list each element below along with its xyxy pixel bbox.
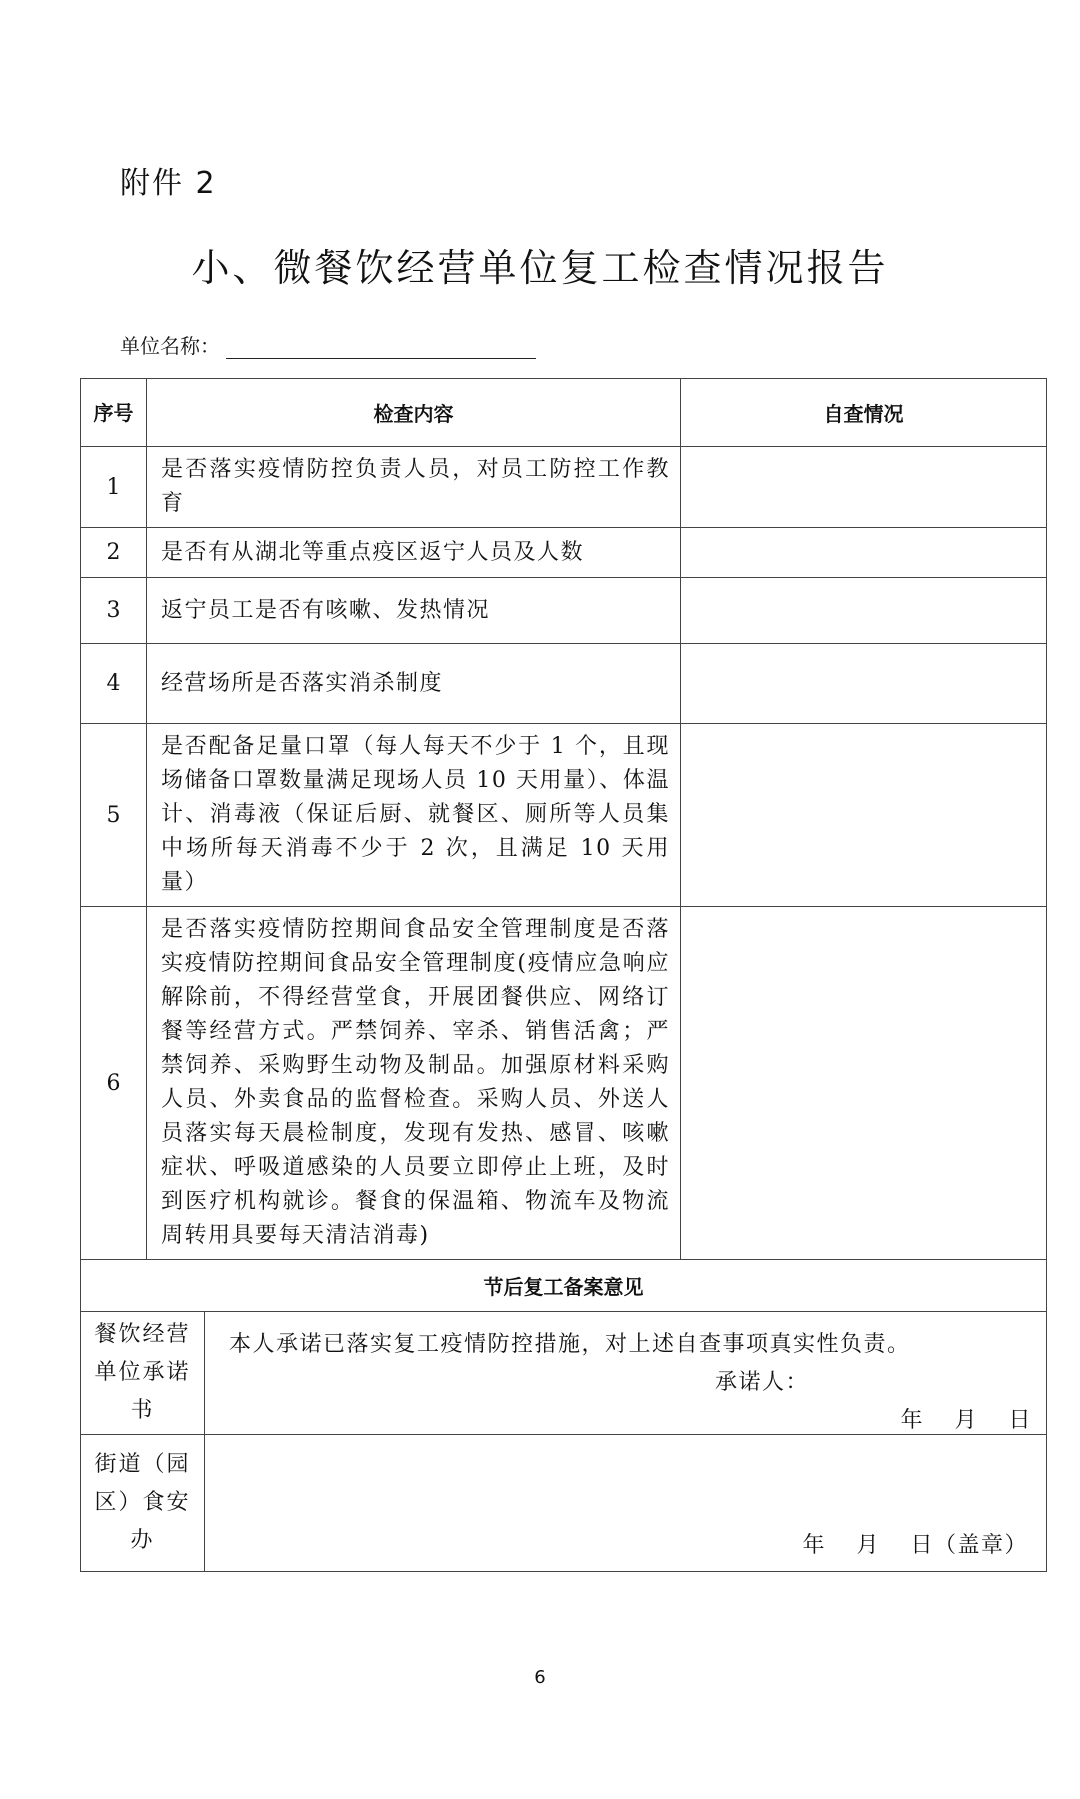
row-result[interactable] — [681, 907, 1047, 1260]
row-content: 是否落实疫情防控负责人员，对员工防控工作教育 — [147, 447, 681, 528]
row-seq: 3 — [81, 578, 147, 644]
promise-cell — [205, 1312, 1047, 1435]
row-content: 返宁员工是否有咳嗽、发热情况 — [147, 578, 681, 644]
promise-signer[interactable]: 承诺人： — [715, 1370, 810, 1395]
row-seq: 1 — [81, 447, 147, 528]
attachment-label: 附件 2 — [120, 166, 217, 201]
office-cell[interactable] — [205, 1435, 1047, 1572]
page-title: 小、微餐饮经营单位复工检查情况报告 — [191, 246, 889, 290]
row-result[interactable] — [681, 724, 1047, 907]
unit-name-row — [120, 330, 536, 359]
page-number: 6 — [534, 1667, 546, 1688]
unit-name-label: 单位名称： — [120, 334, 220, 358]
promise-text: 本人承诺已落实复工疫情防控措施，对上述自查事项真实性负责。 — [229, 1332, 911, 1357]
row-content: 是否有从湖北等重点疫区返宁人员及人数 — [147, 528, 681, 578]
row-seq: 5 — [81, 724, 147, 907]
row-content: 是否落实疫情防控期间食品安全管理制度是否落实疫情防控期间食品安全管理制度(疫情应急响应解除前，不得经营堂食，开展团餐供应、网络订餐等经营方式。严禁饲养、宰杀、销售活禽；严禁饲养、采购野生动物及制品。加强原材料采购人员、外卖食品的监督检查。采购人员、外送人员落实每天晨检制度，发现有发热、感冒、咳嗽症状、呼吸道感染的人员要立即停止上班，及时到医疗机构就诊。餐食的保温箱、物流车及物流周转用具要每天清洁消毒) — [147, 907, 681, 1260]
filing-header-row — [81, 1260, 1047, 1312]
check-table — [80, 378, 1047, 1572]
row-result[interactable] — [681, 644, 1047, 724]
office-row — [81, 1435, 1047, 1572]
filing-header: 节后复工备案意见 — [81, 1260, 1047, 1312]
row-seq: 2 — [81, 528, 147, 578]
table-header-row — [81, 379, 1047, 447]
table-row — [81, 447, 1047, 528]
promise-label: 餐饮经营单位承诺书 — [81, 1312, 205, 1435]
office-date-stamp: 年 月 日（盖章） — [802, 1533, 1028, 1558]
table-row — [81, 578, 1047, 644]
row-content: 是否配备足量口罩（每人每天不少于 1 个，且现场储备口罩数量满足现场人员 10 天用量）、体温计、消毒液（保证后厨、就餐区、厕所等人员集中场所每天消毒不少于 2 次，且满足 10 天用量） — [147, 724, 681, 907]
row-result[interactable] — [681, 578, 1047, 644]
header-seq: 序号 — [81, 379, 147, 447]
table-row — [81, 528, 1047, 578]
table-row — [81, 644, 1047, 724]
row-seq: 4 — [81, 644, 147, 724]
table-row — [81, 724, 1047, 907]
row-seq: 6 — [81, 907, 147, 1260]
header-content: 检查内容 — [147, 379, 681, 447]
promise-date: 年 月 日 — [900, 1408, 1032, 1433]
table-row — [81, 907, 1047, 1260]
office-label: 街道（园区）食安办 — [81, 1435, 205, 1572]
row-result[interactable] — [681, 528, 1047, 578]
promise-row — [81, 1312, 1047, 1435]
row-content: 经营场所是否落实消杀制度 — [147, 644, 681, 724]
unit-name-blank — [226, 338, 536, 359]
row-result[interactable] — [681, 447, 1047, 528]
header-self-check: 自查情况 — [681, 379, 1047, 447]
